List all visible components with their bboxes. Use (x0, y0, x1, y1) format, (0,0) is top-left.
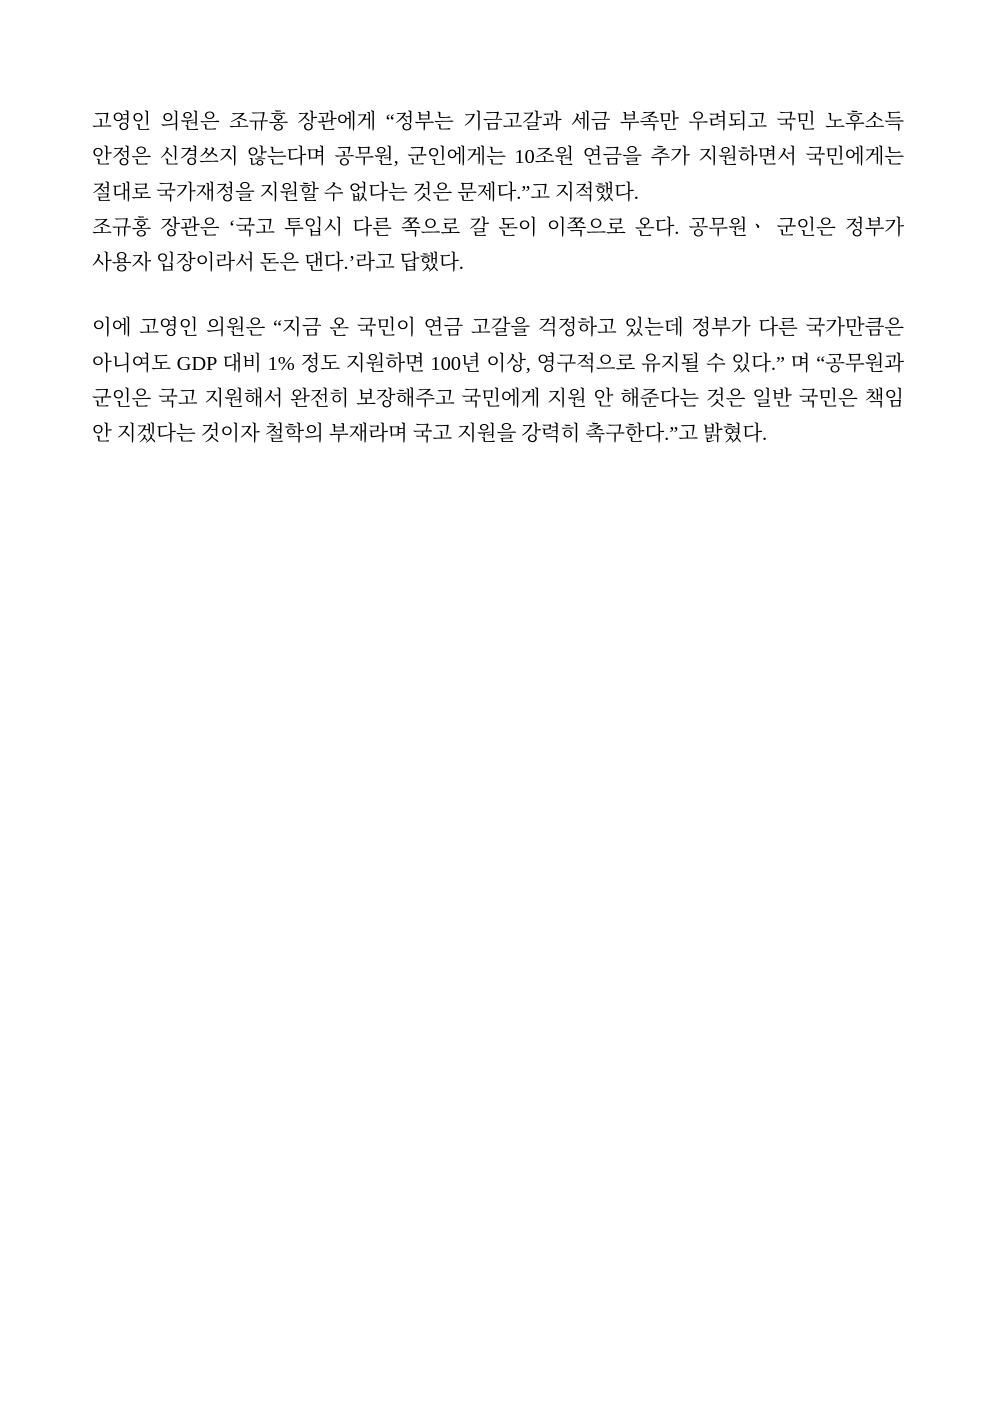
paragraph-3: 이에 고영인 의원은 “지금 온 국민이 연금 고갈을 걱정하고 있는데 정부가 다른 국가만큼은 아니여도 GDP 대비 1% 정도 지원하면 100년 이상, 영구적으로 유지될 수 있다.” 며 “공무원과 군인은 국고 지원해서 완전히 보장해주고 국민에게 지원 안 해준다는 것은 일반 국민은 책임 안 지겠다는 것이자 철학의 부재라며 국고 지원을 강력히 촉구한다.”고 밝혔다. (92, 317, 904, 445)
document-body (92, 105, 904, 452)
paragraph-1: 고영인 의원은 조규홍 장관에게 “정부는 기금고갈과 세금 부족만 우려되고 국민 노후소득 안정은 신경쓰지 않는다며 공무원, 군인에게는 10조원 연금을 추가 지원하면서 국민에게는 절대로 국가재정을 지원할 수 없다는 것은 문제다.”고 지적했다. (92, 111, 904, 204)
paragraph-2: 조규홍 장관은 ‘국고 투입시 다른 쪽으로 갈 돈이 이쪽으로 온다. 공무원ㆍ 군인은 정부가 사용자 입장이라서 돈은 댄다.’라고 답했다. (92, 216, 904, 274)
